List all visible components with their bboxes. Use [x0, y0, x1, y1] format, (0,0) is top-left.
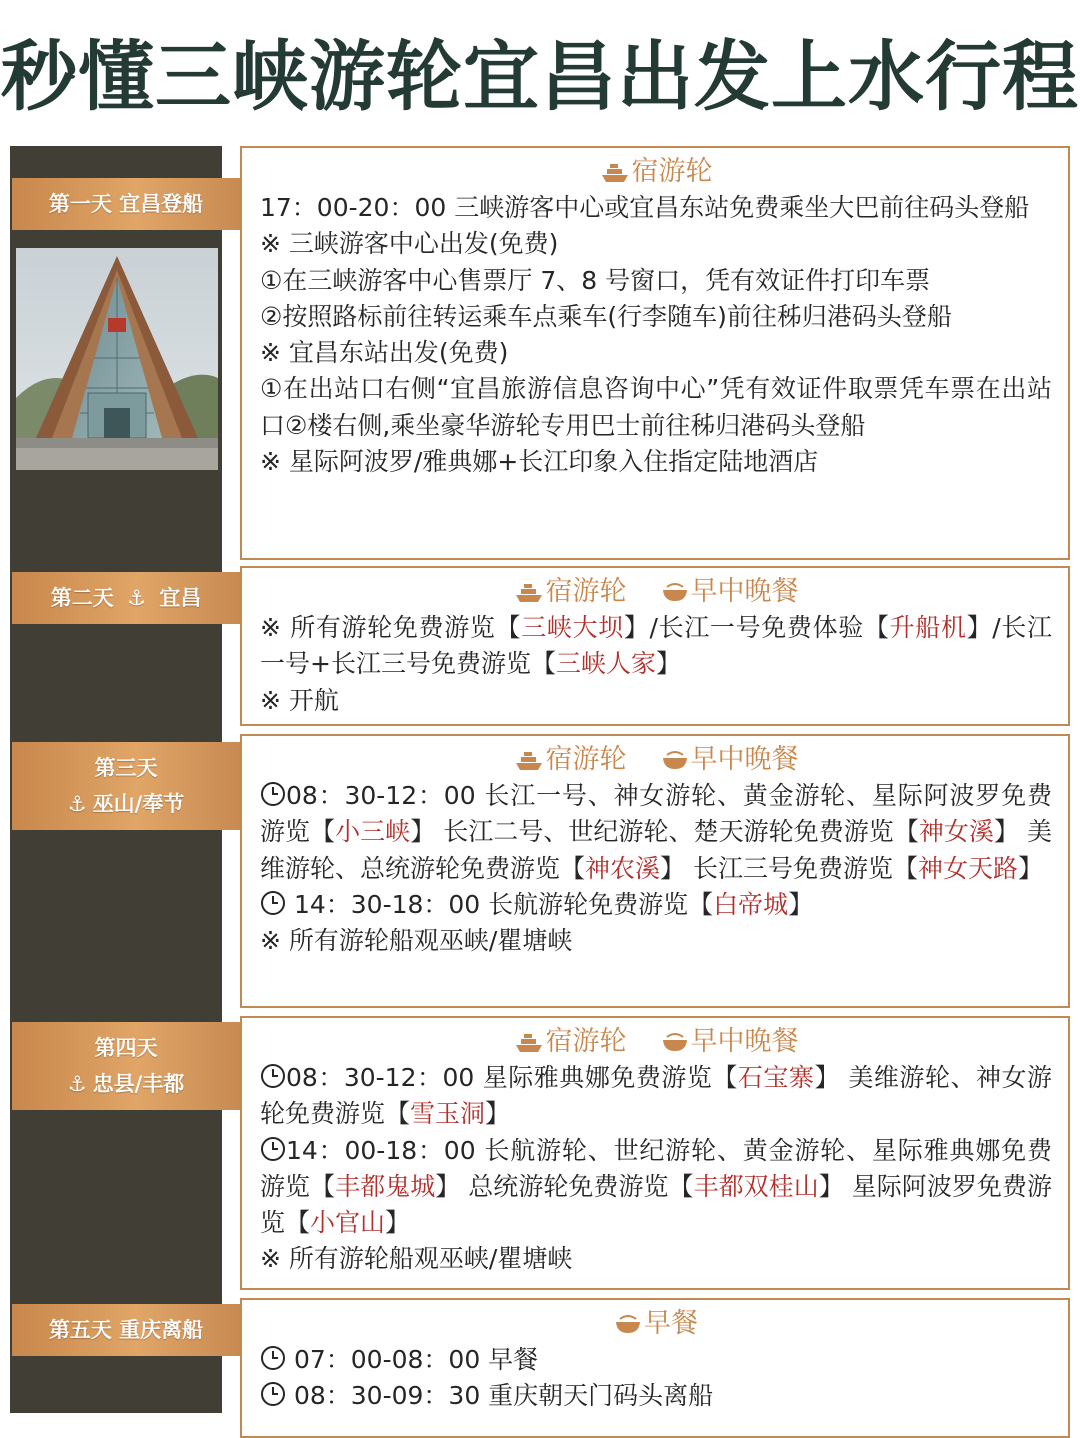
day-label-place: 宜昌 — [159, 586, 202, 610]
text-segment: 08：30-12：00 长江一号、神女游轮、黄金游轮、星际阿波罗免费游览【 — [260, 781, 1052, 847]
highlight-attraction: 丰都鬼城 — [335, 1171, 436, 1201]
ship-icon — [600, 161, 630, 183]
ship-icon — [514, 581, 544, 603]
text-segment: 】 美维游轮、总统游轮免费游览【 — [260, 817, 1052, 883]
meal-tag-text: 早中晚餐 — [690, 1026, 799, 1057]
day-label-text: 第四天 — [94, 1036, 158, 1060]
text-segment: 】 总统游轮免费游览【 — [435, 1171, 694, 1201]
text-segment: 】 美维游轮、神女游轮免费游览【 — [260, 1063, 1052, 1129]
anchor-icon: ⚓ — [67, 1072, 87, 1096]
day-label-5 — [12, 1304, 240, 1356]
text-segment: 】/长江一号免费体验【 — [623, 613, 890, 642]
day-label-text: 第一天 宜昌登船 — [48, 192, 204, 216]
clock-icon — [260, 1136, 286, 1162]
ship-icon — [514, 1031, 544, 1053]
text-segment: ※ 所有游轮免费游览【 — [260, 613, 522, 642]
stay-tag-text: 宿游轮 — [545, 744, 627, 775]
day-label-text: 第二天 — [50, 586, 114, 610]
highlight-attraction: 小官山 — [310, 1208, 386, 1238]
card-line: ※ 宜昌东站出发(免费) — [260, 338, 509, 368]
card-line — [260, 1342, 1052, 1378]
highlight-attraction: 雪玉洞 — [410, 1099, 486, 1129]
day-card-1 — [240, 146, 1070, 560]
highlight-attraction: 升船机 — [889, 613, 967, 642]
day-label-text: 第五天 重庆离船 — [48, 1318, 204, 1342]
card-line: ※ 所有游轮船观巫峡/瞿塘峡 — [260, 1244, 573, 1274]
day-label-place: 忠县/丰都 — [92, 1072, 185, 1096]
card-line: ※ 开航 — [260, 685, 339, 715]
day-label-line — [68, 786, 185, 822]
highlight-attraction: 神女天路 — [917, 853, 1018, 883]
text-segment: 14：00-18：00 长航游轮、世纪游轮、黄金游轮、星际雅典娜免费游览【 — [260, 1135, 1052, 1201]
card-line — [260, 1378, 1052, 1414]
clock-icon — [260, 1063, 286, 1089]
text-segment: 】 — [385, 1208, 411, 1238]
clock-icon — [260, 1381, 286, 1407]
highlight-attraction: 神女溪 — [918, 817, 994, 847]
day-label-text: 第三天 — [94, 756, 158, 780]
card-line: ①在出站口右侧“宜昌旅游信息咨询中心”凭有效证件取票凭车票在出站口②楼右侧,乘坐豪华游轮专用巴士前往秭归港码头登船 — [260, 374, 1052, 440]
day-label-2 — [12, 572, 240, 624]
meal-tag — [661, 1024, 799, 1060]
anchor-icon: ⚓ — [127, 586, 146, 610]
clock-icon — [260, 890, 286, 916]
highlight-attraction: 小三峡 — [335, 817, 411, 847]
card-header — [260, 742, 1052, 778]
card-header — [260, 1306, 1052, 1342]
stay-tag-text: 宿游轮 — [631, 156, 713, 187]
meal-tag — [661, 742, 799, 778]
card-line — [260, 1133, 1052, 1242]
highlight-attraction: 神农溪 — [585, 853, 661, 883]
card-header — [260, 1024, 1052, 1060]
card-header — [260, 154, 1052, 190]
day-card-5 — [240, 1298, 1070, 1438]
card-line: ①在三峡游客中心售票厅 7、8 号窗口，凭有效证件打印车票 — [260, 265, 931, 295]
meal-tag — [661, 574, 799, 610]
clock-icon — [260, 1345, 286, 1371]
stay-tag-text: 宿游轮 — [545, 1026, 627, 1057]
day-label-3 — [12, 742, 240, 830]
text-segment: 】 长江三号免费游览【 — [660, 853, 918, 883]
text-segment: 】 — [485, 1099, 511, 1129]
card-line: 17：00-20：00 三峡游客中心或宜昌东站免费乘坐大巴前往码头登船 — [260, 193, 1030, 222]
card-line: ※ 星际阿波罗/雅典娜+长江印象入住指定陆地酒店 — [260, 447, 819, 477]
day-card-4 — [240, 1016, 1070, 1290]
text-segment: 08：30-09：30 重庆朝天门码头离船 — [293, 1381, 714, 1411]
bowl-icon — [661, 749, 689, 771]
meal-tag-text: 早中晚餐 — [690, 744, 799, 775]
card-line — [260, 1060, 1052, 1133]
stay-tag — [600, 154, 713, 190]
stay-tag-text: 宿游轮 — [545, 576, 627, 607]
visitor-center-photo — [16, 248, 218, 470]
card-line — [260, 887, 1052, 923]
card-line: ※ 所有游轮船观巫峡/瞿塘峡 — [260, 926, 573, 956]
highlight-attraction: 丰都双桂山 — [693, 1171, 819, 1201]
page-title: 秒懂三峡游轮宜昌出发上水行程 — [1, 32, 1079, 121]
bowl-icon — [614, 1313, 642, 1335]
text-segment: 】 — [1018, 853, 1044, 883]
highlight-attraction: 三峡人家 — [555, 649, 656, 679]
clock-icon — [260, 781, 286, 807]
day-label-place: 巫山/奉节 — [92, 792, 185, 816]
day-card-3 — [240, 734, 1070, 1008]
stay-tag — [514, 1024, 627, 1060]
ship-icon — [514, 749, 544, 771]
day-label-4 — [12, 1022, 240, 1110]
text-segment: 】 长江二号、世纪游轮、楚天游轮免费游览【 — [410, 817, 919, 847]
anchor-icon: ⚓ — [67, 792, 87, 816]
text-segment: 】 星际阿波罗免费游览【 — [260, 1171, 1052, 1238]
text-segment: 14：30-18：00 长航游轮免费游览【 — [286, 889, 714, 919]
card-line: ※ 三峡游客中心出发(免费) — [260, 229, 559, 259]
bowl-icon — [661, 1031, 689, 1053]
bowl-icon — [661, 581, 689, 603]
card-line: ②按照路标前往转运乘车点乘车(行李随车)前往秭归港码头登船 — [260, 301, 952, 331]
card-line — [260, 778, 1052, 887]
card-header — [260, 574, 1052, 610]
text-segment: 08：30-12：00 星际雅典娜免费游览【 — [286, 1063, 738, 1092]
day-label-line — [68, 1066, 185, 1102]
highlight-attraction: 三峡大坝 — [521, 613, 624, 642]
highlight-attraction: 白帝城 — [713, 889, 789, 919]
text-segment: 】 — [655, 649, 681, 679]
stay-tag — [514, 742, 627, 778]
card-line — [260, 610, 1052, 683]
visitor-center-image — [16, 248, 218, 470]
text-segment: 】/长江一号+长江三号免费游览【 — [260, 613, 1052, 679]
meal-tag-text: 早中晚餐 — [690, 576, 799, 607]
text-segment: 】 — [788, 889, 814, 919]
day-label-line — [51, 580, 201, 616]
day-card-2 — [240, 566, 1070, 726]
highlight-attraction: 石宝寨 — [737, 1063, 815, 1092]
meal-tag — [614, 1306, 698, 1342]
stay-tag — [514, 574, 627, 610]
meal-tag-text: 早餐 — [644, 1308, 698, 1339]
day-label-1 — [12, 178, 240, 230]
text-segment: 07：00-08：00 早餐 — [293, 1345, 539, 1374]
